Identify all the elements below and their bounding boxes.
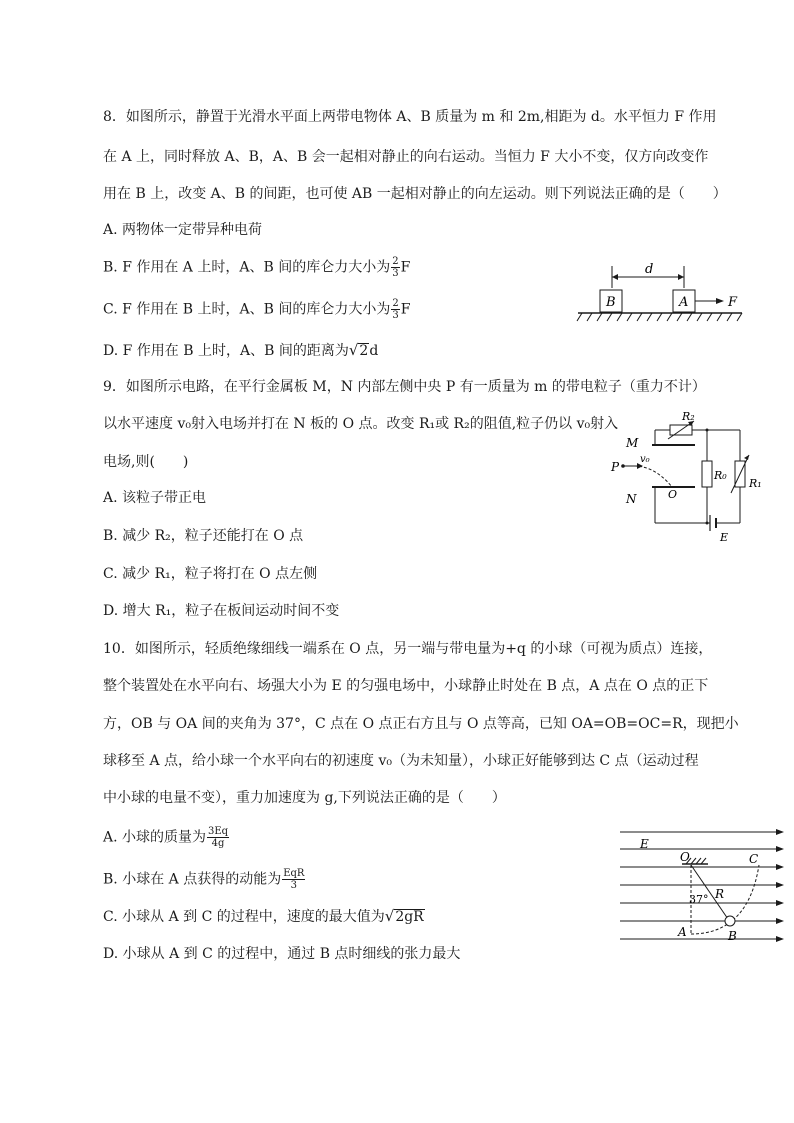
q8-label-a: A bbox=[679, 295, 689, 310]
q9-label-p: P bbox=[611, 460, 620, 474]
q8-option-c: C. F 作用在 B 上时，A、B 间的库仑力大小为 $\frac{2}{3}$ F bbox=[103, 298, 411, 321]
q9-label-r0: R₀ bbox=[714, 469, 727, 482]
q8-stem-line-2: 在 A 上，同时释放 A、B，A、B 会一起相对静止的向右运动。当恒力 F 大小不变，仅方向改变作 bbox=[103, 149, 709, 165]
q10-option-c-text: C. 小球从 A 到 C 的过程中，速度的最大值为 bbox=[103, 909, 385, 925]
q9-circuit-figure bbox=[610, 405, 770, 545]
q10-stem-line-4: 球移至 A 点，给小球一个水平向右的初速度 v₀（为未知量），小球正好能够到达 C 点（运动过程 bbox=[103, 753, 699, 769]
q9-option-c: C. 减少 R₁，粒子将打在 O 点左侧 bbox=[103, 566, 318, 582]
q10-label-b: B bbox=[728, 929, 737, 943]
q10-option-a-text: A. 小球的质量为 bbox=[103, 829, 207, 846]
q8-label-d: d bbox=[645, 262, 654, 277]
fraction-eqr-3: $\frac{\text{EqR}}{3}$ bbox=[283, 868, 305, 891]
q8-option-d: D. F 作用在 B 上时，A、B 间的距离为√2d bbox=[103, 341, 379, 359]
sqrt-radicand: 2gR bbox=[395, 909, 424, 925]
q8-option-d-text: D. F 作用在 B 上时，A、B 间的距离为 bbox=[103, 343, 349, 359]
q10-option-a bbox=[103, 826, 230, 849]
q8-option-c-text: C. F 作用在 B 上时，A、B 间的库仑力大小为 bbox=[103, 301, 391, 318]
q9-label-e: E bbox=[720, 531, 729, 544]
q8-option-a: A. 两物体一定带异种电荷 bbox=[103, 222, 263, 238]
q10-field-figure bbox=[618, 824, 786, 950]
q8-label-b: B bbox=[606, 295, 616, 310]
q9-label-v0: v₀ bbox=[640, 454, 650, 465]
q8-stem-line-1: 8．如图所示，静置于光滑水平面上两带电物体 A、B 质量为 m 和 2m,相距为 d。水平恒力 F 作用 bbox=[103, 109, 717, 125]
q10-option-b bbox=[103, 868, 306, 891]
q10-option-b-text: B. 小球在 A 点获得的动能为 bbox=[103, 871, 282, 888]
q9-option-b: B. 减少 R₂，粒子还能打在 O 点 bbox=[103, 528, 304, 544]
q10-stem-line-3: 方，OB 与 OA 间的夹角为 37°，C 点在 O 点正右方且与 O 点等高，已知 OA=OB=OC=R，现把小 bbox=[103, 716, 739, 732]
q9-label-r2: R₂ bbox=[682, 410, 695, 423]
fraction-two-thirds: $\frac{2}{3}$ bbox=[392, 256, 399, 279]
q9-label-n: N bbox=[626, 492, 637, 506]
q10-stem-line-5: 中小球的电量不变），重力加速度为 g,下列说法正确的是（ ） bbox=[103, 790, 506, 806]
q10-label-a: A bbox=[678, 925, 687, 939]
q9-stem-line-2: 以水平速度 v₀射入电场并打在 N 板的 O 点。改变 R₁或 R₂的阻值,粒子仍以 v₀射入 bbox=[103, 416, 619, 432]
q10-option-d: D. 小球从 A 到 C 的过程中，通过 B 点时细线的张力最大 bbox=[103, 946, 461, 962]
q8-label-f: F bbox=[728, 295, 738, 310]
q9-stem-line-1: 9．如图所示电路，在平行金属板 M，N 内部左侧中央 P 有一质量为 m 的带电粒子（重力不计） bbox=[103, 379, 706, 395]
q9-stem-line-3: 电场,则( ) bbox=[103, 454, 189, 470]
q10-label-r: R bbox=[715, 887, 725, 901]
q10-label-o: O bbox=[680, 850, 690, 864]
q9-option-d: D. 增大 R₁，粒子在板间运动时间不变 bbox=[103, 603, 340, 619]
sqrt-radicand: 2 bbox=[359, 343, 369, 359]
q8-figure bbox=[570, 258, 750, 328]
fraction-two-thirds: $\frac{2}{3}$ bbox=[392, 298, 399, 321]
q10-label-e: E bbox=[640, 837, 649, 851]
q10-stem-line-1: 10．如图所示，轻质绝缘细线一端系在 O 点，另一端与带电量为+q 的小球（可视为质点）连接， bbox=[103, 641, 713, 657]
q9-label-m: M bbox=[626, 436, 639, 450]
q8-stem-line-3: 用在 B 上，改变 A、B 的间距，也可使 AB 一起相对静止的向左运动。则下列说法正确的是（ ） bbox=[103, 186, 727, 202]
q8-option-b: B. F 作用在 A 上时，A、B 间的库仑力大小为 $\frac{2}{3}$ F bbox=[103, 256, 411, 279]
q9-option-a: A. 该粒子带正电 bbox=[103, 490, 207, 506]
q9-label-o: O bbox=[668, 488, 678, 501]
q9-label-r1: R₁ bbox=[749, 477, 762, 490]
q10-label-c: C bbox=[749, 852, 759, 866]
q10-option-c: C. 小球从 A 到 C 的过程中，速度的最大值为√2gR bbox=[103, 907, 424, 925]
fraction-3eq-4g: $\frac{3Eq}{4g}$ bbox=[208, 826, 229, 849]
q10-label-angle: 37° bbox=[689, 893, 709, 906]
q10-stem-line-2: 整个装置处在水平向右、场强大小为 E 的匀强电场中，小球静止时处在 B 点，A 点在 O 点的正下 bbox=[103, 678, 709, 694]
q8-option-b-text: B. F 作用在 A 上时，A、B 间的库仑力大小为 bbox=[103, 259, 391, 276]
